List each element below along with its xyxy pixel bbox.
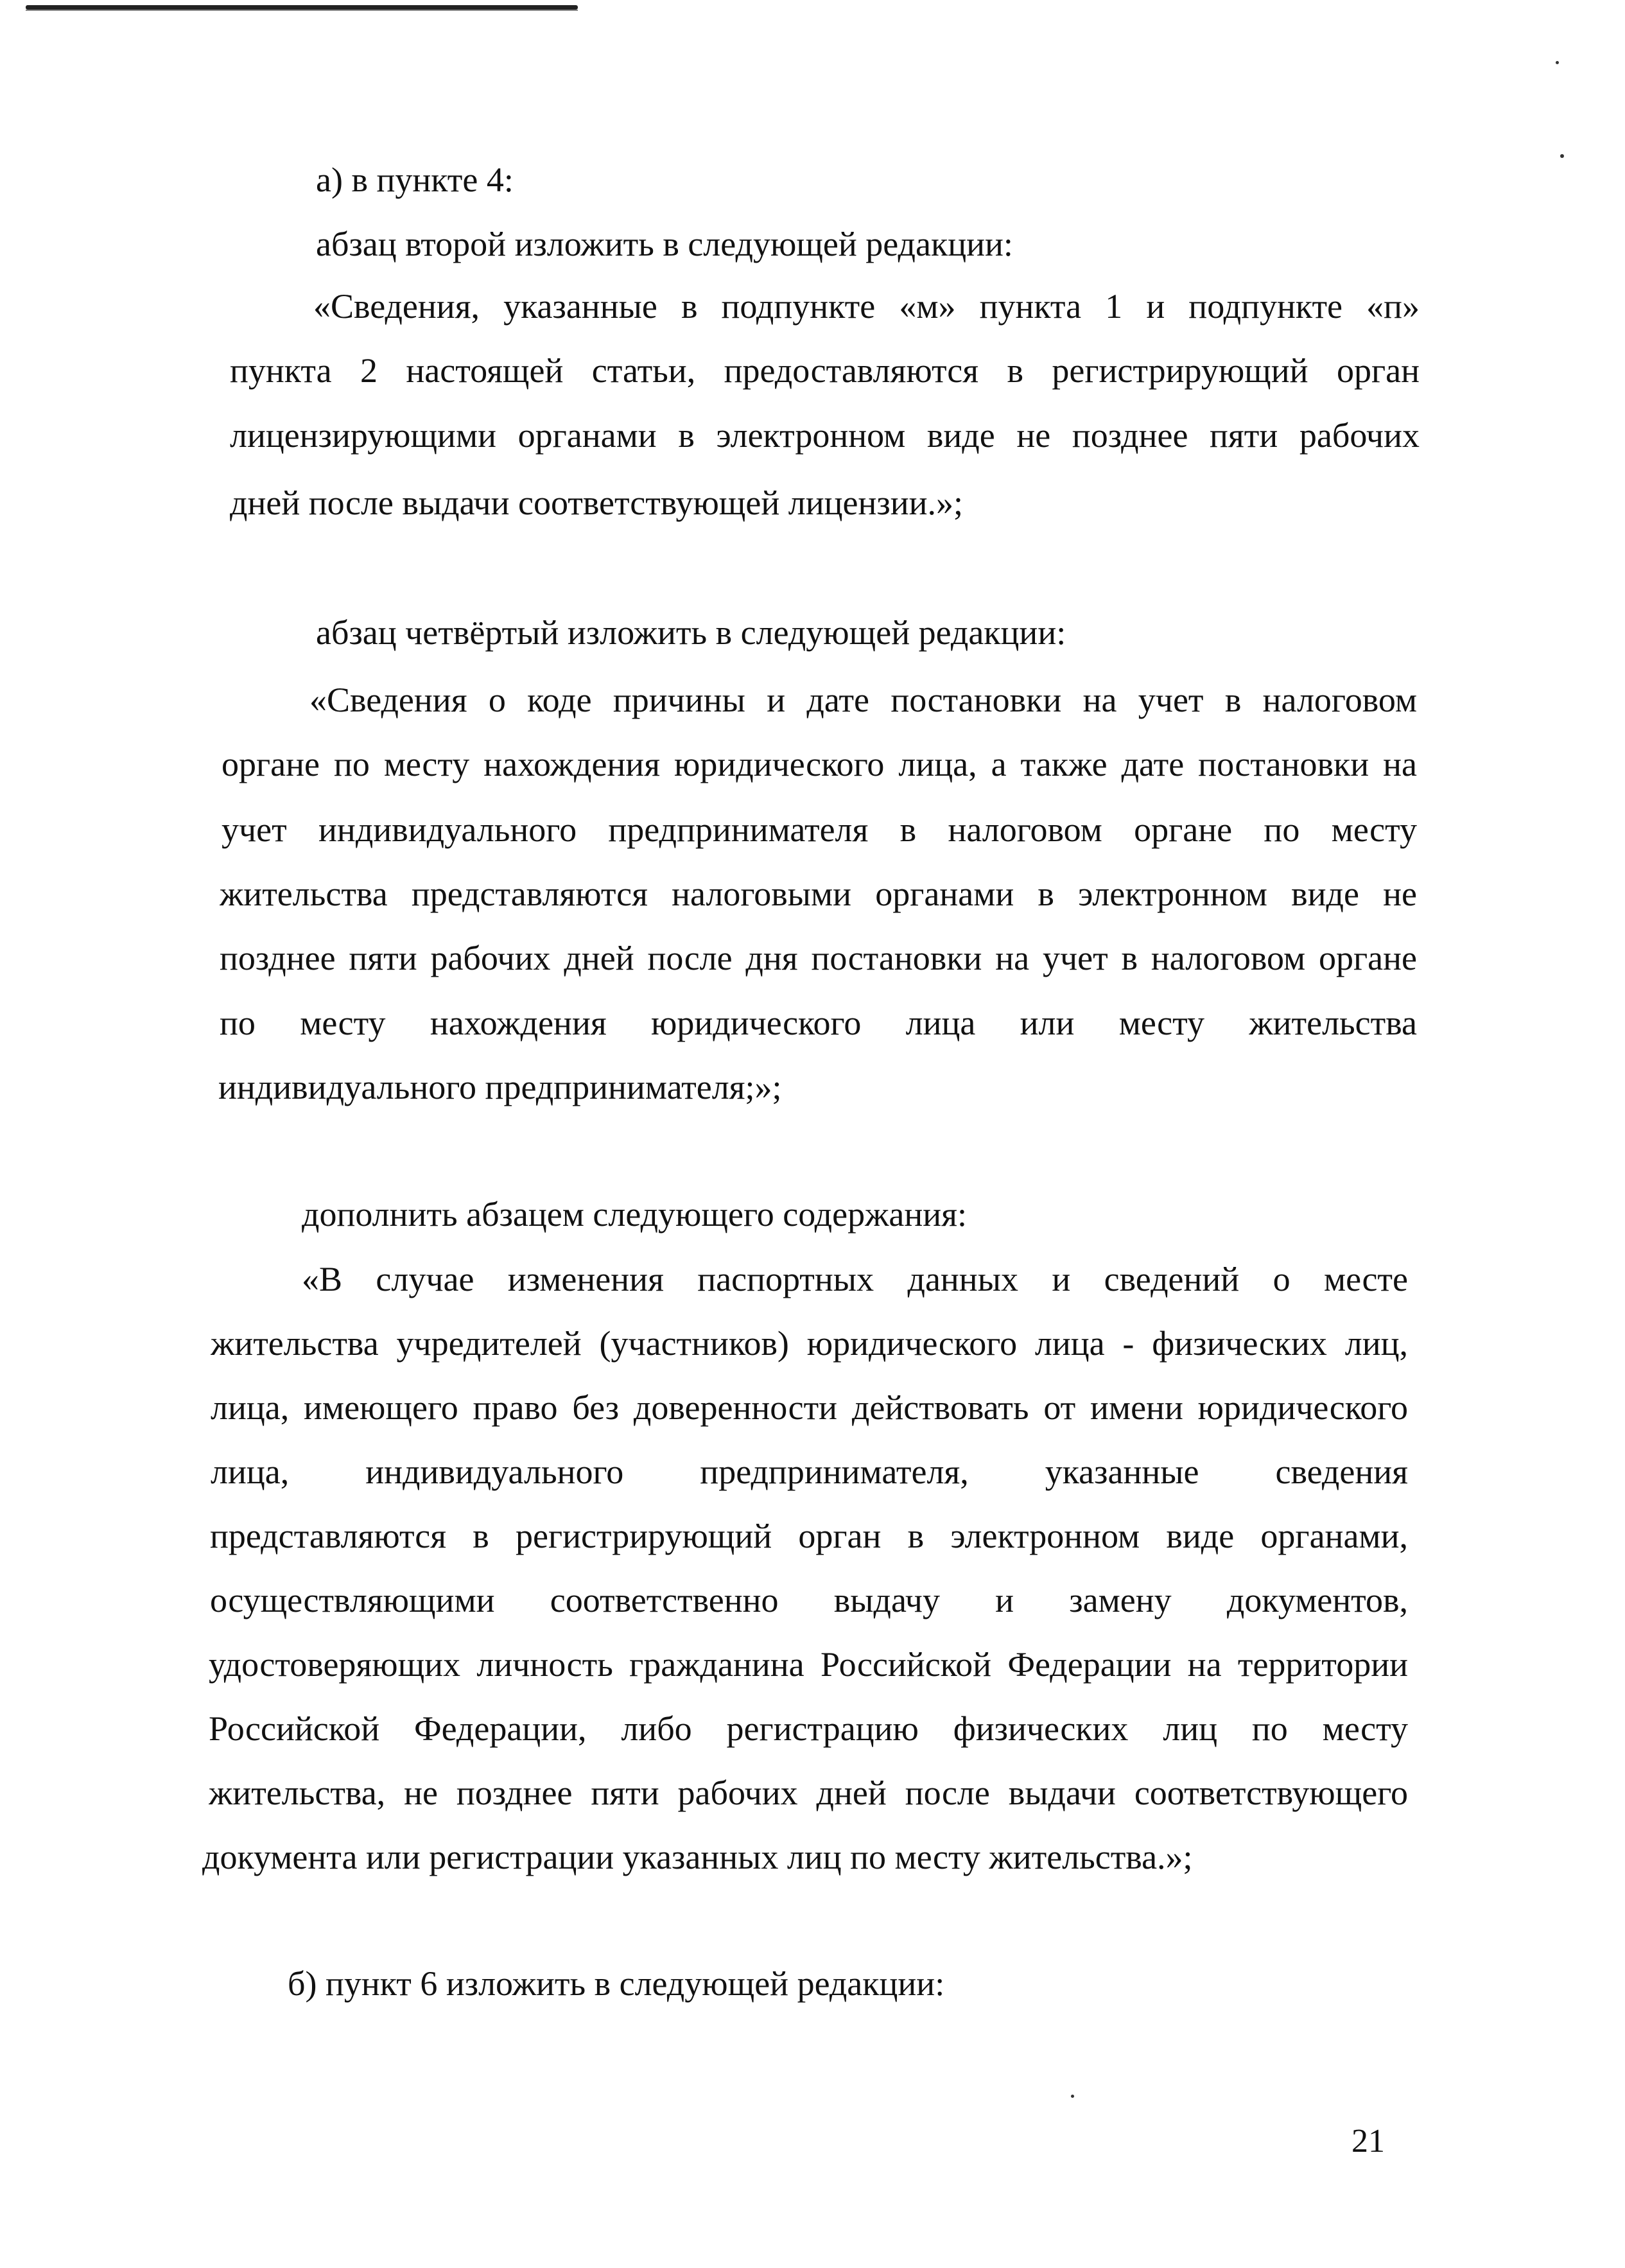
quote-line: жительства представляются налоговыми органами в электронном виде не (220, 875, 1417, 913)
quote-line: «В случае изменения паспортных данных и сведений о месте (302, 1260, 1408, 1298)
quote-line: индивидуального предпринимателя;»; (218, 1068, 782, 1106)
quote-line: представляются в регистрирующий орган в электронном виде органами, (210, 1517, 1408, 1555)
quote-line: лица, имеющего право без доверенности действовать от имени юридического (211, 1388, 1408, 1427)
instruction-line: абзац второй изложить в следующей редакции: (316, 225, 1013, 263)
quote-line: осуществляющими соответственно выдачу и замену документов, (210, 1581, 1408, 1619)
quote-line: лица, индивидуального предпринимателя, указанные сведения (211, 1452, 1408, 1491)
quote-line: Российской Федерации, либо регистрацию физических лиц по месту (209, 1709, 1408, 1748)
quote-line: органе по месту нахождения юридического лица, а также дате постановки на (222, 745, 1417, 783)
quote-line: дней после выдачи соответствующей лицензии.»; (230, 484, 963, 522)
scan-speck (1071, 2095, 1074, 2098)
quote-line: пункта 2 настоящей статьи, предоставляются в регистрирующий орган (230, 351, 1420, 390)
scan-speck (1560, 154, 1564, 158)
instruction-line: абзац четвёртый изложить в следующей редакции: (316, 613, 1066, 652)
heading-b: б) пункт 6 изложить в следующей редакции: (288, 1964, 945, 2003)
quote-line: жительства, не позднее пяти рабочих дней после выдачи соответствующего (209, 1774, 1408, 1812)
quote-line: по месту нахождения юридического лица или месту жительства (220, 1004, 1417, 1042)
top-border-line (26, 5, 578, 10)
quote-line: учет индивидуального предпринимателя в налоговом органе по месту (222, 810, 1417, 849)
scan-speck (1556, 61, 1559, 64)
quote-line: документа или регистрации указанных лиц по месту жительства.»; (202, 1838, 1193, 1876)
quote-line: «Сведения о коде причины и дате постановки на учет в налоговом (309, 681, 1417, 719)
page-number: 21 (1351, 2123, 1385, 2159)
instruction-line: дополнить абзацем следующего содержания: (302, 1195, 968, 1234)
quote-line: «Сведения, указанные в подпункте «м» пункта 1 и подпункте «п» (313, 287, 1420, 326)
top-border-shadow (26, 10, 578, 11)
quote-line: лицензирующими органами в электронном виде не позднее пяти рабочих (230, 416, 1420, 455)
heading-a: а) в пункте 4: (316, 161, 514, 199)
quote-line: удостоверяющих личность гражданина Российской Федерации на территории (209, 1645, 1408, 1684)
quote-line: позднее пяти рабочих дней после дня постановки на учет в налоговом органе (220, 939, 1417, 977)
quote-line: жительства учредителей (участников) юридического лица - физических лиц, (211, 1324, 1408, 1363)
